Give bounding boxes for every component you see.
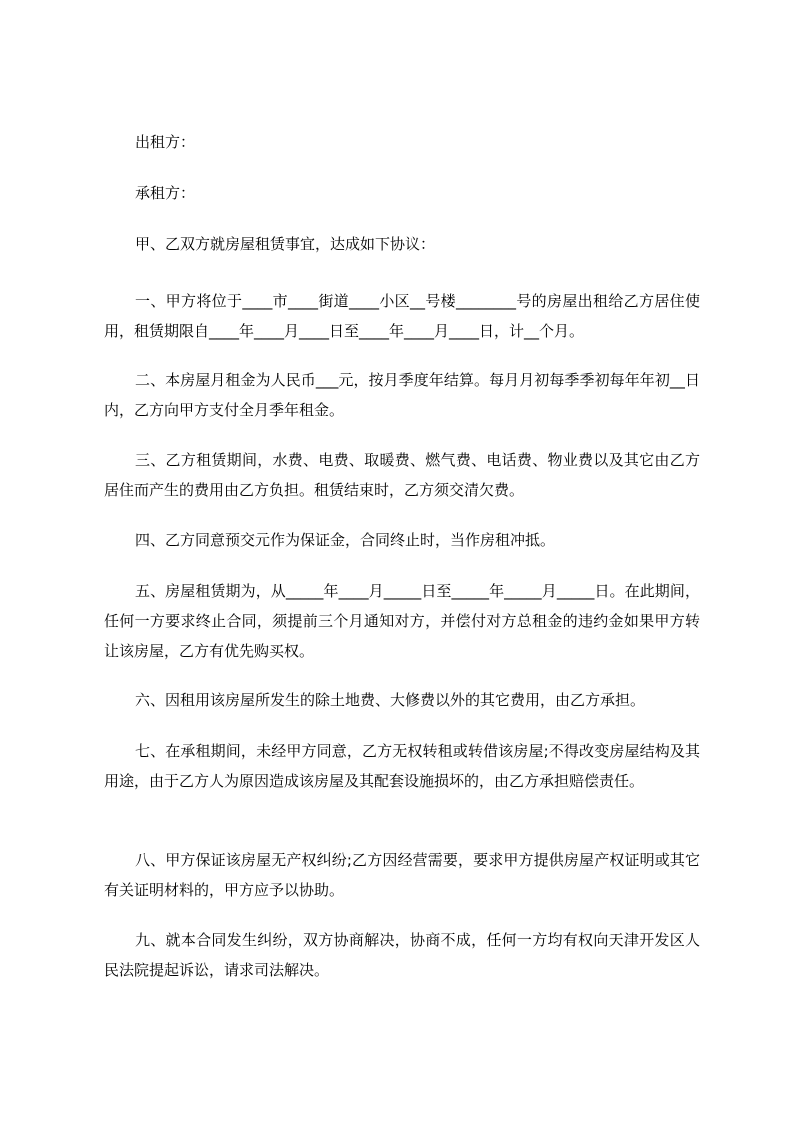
clause-3: 三、乙方租赁期间，水费、电费、取暖费、燃气费、电话费、物业费以及其它由乙方居住而产生的费用由乙方负担。租赁结束时，乙方须交清欠费。 [104, 451, 700, 499]
clause-9: 九、就本合同发生纠纷，双方协商解决，协商不成，任何一方均有权向天津开发区人民法院提起诉讼，请求司法解决。 [104, 931, 700, 979]
clause-5: 五、房屋租赁期为，从_____年____月_____日至_____年_____月_____日。在此期间，任何一方要求终止合同，须提前三个月通知对方，并偿付对方总租金的违约金如果甲方转让该房屋，乙方有优先购买权。 [104, 582, 700, 660]
clause-4: 四、乙方同意预交元作为保证金，合同终止时，当作房租冲抵。 [135, 531, 556, 549]
lessor-label: 出租方： [135, 133, 196, 151]
lessee-label: 承租方： [135, 184, 196, 202]
clause-2: 二、本房屋月租金为人民币___元，按月季度年结算。每月月初每季季初每年年初__日内，乙方向甲方支付全月季年租金。 [104, 371, 700, 419]
clause-8: 八、甲方保证该房屋无产权纠纷;乙方因经营需要，要求甲方提供房屋产权证明或其它有关证明材料的，甲方应予以协助。 [104, 851, 700, 899]
agreement-intro: 甲、乙双方就房屋租赁事宜，达成如下协议： [135, 235, 436, 253]
clause-1: 一、甲方将位于____市____街道____小区__号楼________号的房屋出租给乙方居住使用，租赁期限自____年____月____日至____年____月____日，计__个月。 [104, 292, 700, 340]
clause-7: 七、在承租期间，未经甲方同意，乙方无权转租或转借该房屋;不得改变房屋结构及其用途，由于乙方人为原因造成该房屋及其配套设施损坏的，由乙方承担赔偿责任。 [104, 742, 700, 790]
clause-6: 六、因租用该房屋所发生的除土地费、大修费以外的其它费用，由乙方承担。 [135, 691, 646, 709]
